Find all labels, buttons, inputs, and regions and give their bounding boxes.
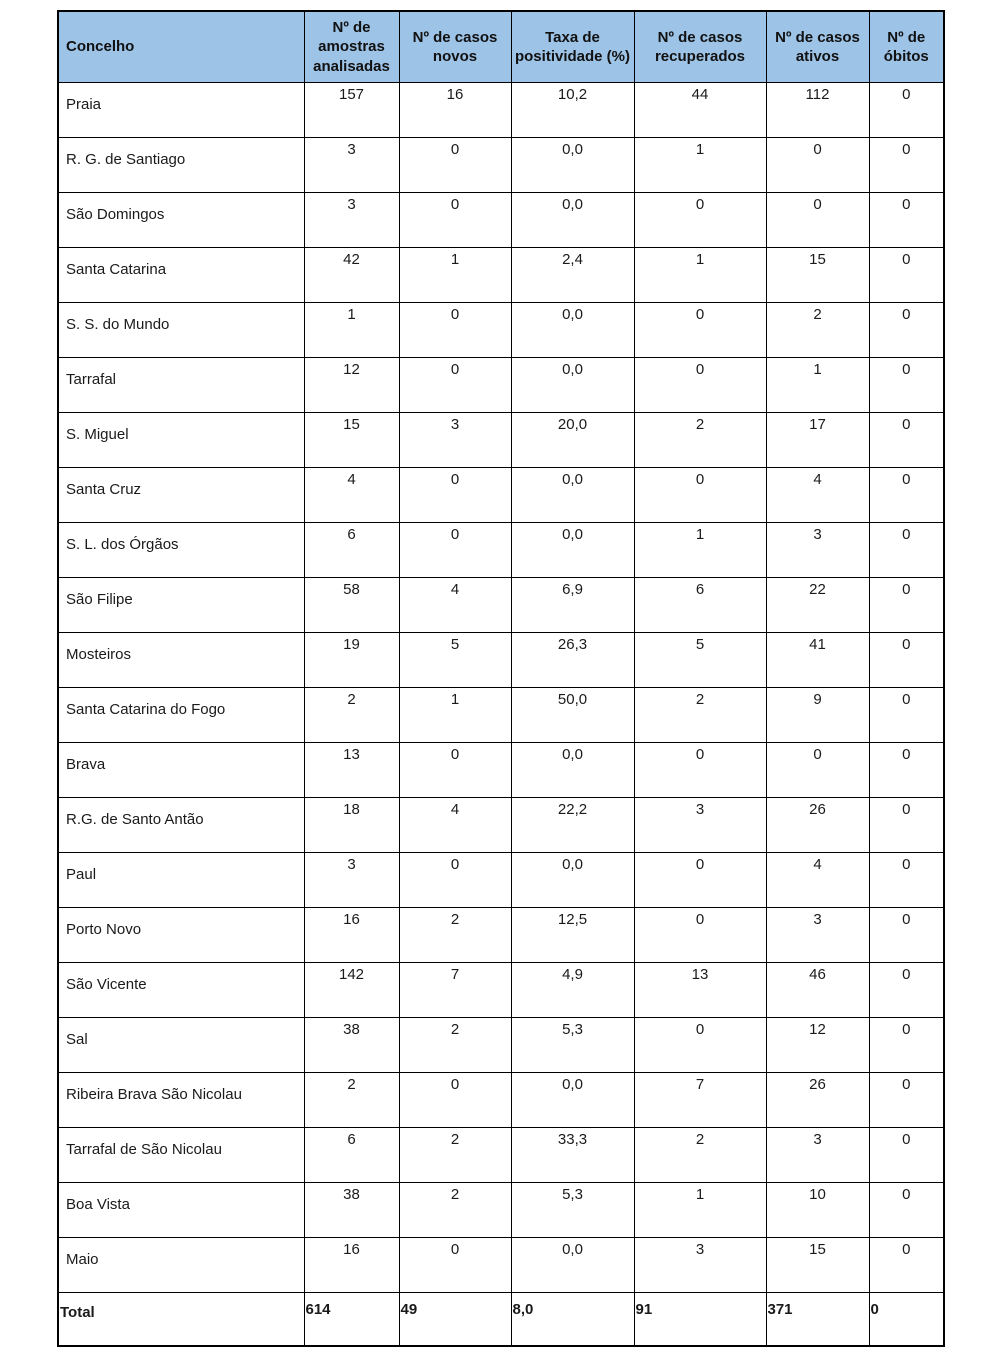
cell-concelho: Santa Cruz bbox=[58, 468, 304, 523]
cell-obitos: 0 bbox=[869, 1183, 944, 1238]
cell-recuperados: 0 bbox=[634, 1018, 766, 1073]
cell-amostras: 18 bbox=[304, 798, 399, 853]
table-row bbox=[58, 303, 944, 358]
cell-obitos: 0 bbox=[869, 193, 944, 248]
header-recuperados: Nº de casos recuperados bbox=[634, 11, 766, 83]
cell-ativos: 4 bbox=[766, 468, 869, 523]
cell-casos-novos: 0 bbox=[399, 193, 511, 248]
cell-taxa: 26,3 bbox=[511, 633, 634, 688]
cell-obitos: 0 bbox=[869, 908, 944, 963]
cell-recuperados: 2 bbox=[634, 688, 766, 743]
cell-taxa: 0,0 bbox=[511, 743, 634, 798]
cell-casos-novos: 1 bbox=[399, 688, 511, 743]
table-row bbox=[58, 963, 944, 1018]
cell-obitos: 0 bbox=[869, 523, 944, 578]
cell-obitos: 0 bbox=[869, 1128, 944, 1183]
cell-ativos: 12 bbox=[766, 1018, 869, 1073]
cell-taxa: 0,0 bbox=[511, 1073, 634, 1128]
cell-concelho: Santa Catarina do Fogo bbox=[58, 688, 304, 743]
cell-taxa: 0,0 bbox=[511, 193, 634, 248]
cell-obitos: 0 bbox=[869, 248, 944, 303]
cell-amostras: 3 bbox=[304, 138, 399, 193]
cell-taxa: 6,9 bbox=[511, 578, 634, 633]
cell-amostras: 19 bbox=[304, 633, 399, 688]
cell-taxa: 50,0 bbox=[511, 688, 634, 743]
cell-casos-novos: 0 bbox=[399, 1073, 511, 1128]
table-row bbox=[58, 1238, 944, 1293]
cell-taxa: 20,0 bbox=[511, 413, 634, 468]
cell-recuperados: 7 bbox=[634, 1073, 766, 1128]
cell-amostras: 3 bbox=[304, 193, 399, 248]
table-row bbox=[58, 743, 944, 798]
total-recuperados: 91 bbox=[634, 1293, 766, 1347]
cell-casos-novos: 4 bbox=[399, 798, 511, 853]
cell-ativos: 2 bbox=[766, 303, 869, 358]
cell-recuperados: 2 bbox=[634, 1128, 766, 1183]
table-row bbox=[58, 1073, 944, 1128]
cell-casos-novos: 0 bbox=[399, 303, 511, 358]
cell-recuperados: 1 bbox=[634, 138, 766, 193]
cell-casos-novos: 0 bbox=[399, 468, 511, 523]
cell-taxa: 0,0 bbox=[511, 853, 634, 908]
cell-amostras: 1 bbox=[304, 303, 399, 358]
cell-recuperados: 1 bbox=[634, 523, 766, 578]
cell-taxa: 0,0 bbox=[511, 468, 634, 523]
cell-casos-novos: 2 bbox=[399, 1128, 511, 1183]
cell-concelho: Santa Catarina bbox=[58, 248, 304, 303]
cell-obitos: 0 bbox=[869, 1073, 944, 1128]
cell-obitos: 0 bbox=[869, 138, 944, 193]
cell-ativos: 3 bbox=[766, 908, 869, 963]
cell-obitos: 0 bbox=[869, 468, 944, 523]
cell-recuperados: 1 bbox=[634, 1183, 766, 1238]
cell-ativos: 17 bbox=[766, 413, 869, 468]
concelhos-table-container bbox=[57, 10, 943, 1347]
cell-concelho: Brava bbox=[58, 743, 304, 798]
cell-amostras: 15 bbox=[304, 413, 399, 468]
cell-recuperados: 0 bbox=[634, 193, 766, 248]
table-row bbox=[58, 853, 944, 908]
cell-recuperados: 0 bbox=[634, 303, 766, 358]
cell-ativos: 46 bbox=[766, 963, 869, 1018]
cell-recuperados: 3 bbox=[634, 1238, 766, 1293]
cell-recuperados: 0 bbox=[634, 908, 766, 963]
cell-amostras: 12 bbox=[304, 358, 399, 413]
total-taxa: 8,0 bbox=[511, 1293, 634, 1347]
cell-obitos: 0 bbox=[869, 688, 944, 743]
cell-ativos: 22 bbox=[766, 578, 869, 633]
table-row bbox=[58, 578, 944, 633]
table-row bbox=[58, 523, 944, 578]
table-row bbox=[58, 138, 944, 193]
cell-taxa: 5,3 bbox=[511, 1018, 634, 1073]
table-row bbox=[58, 633, 944, 688]
cell-recuperados: 44 bbox=[634, 83, 766, 138]
table-row bbox=[58, 1018, 944, 1073]
cell-amostras: 142 bbox=[304, 963, 399, 1018]
cell-recuperados: 13 bbox=[634, 963, 766, 1018]
cell-ativos: 26 bbox=[766, 1073, 869, 1128]
cell-amostras: 16 bbox=[304, 1238, 399, 1293]
table-row bbox=[58, 358, 944, 413]
cell-concelho: Paul bbox=[58, 853, 304, 908]
header-row bbox=[58, 11, 944, 83]
header-ativos: Nº de casos ativos bbox=[766, 11, 869, 83]
table-row bbox=[58, 83, 944, 138]
cell-amostras: 42 bbox=[304, 248, 399, 303]
cell-obitos: 0 bbox=[869, 963, 944, 1018]
cell-ativos: 0 bbox=[766, 193, 869, 248]
cell-amostras: 58 bbox=[304, 578, 399, 633]
header-amostras: Nº de amostras analisadas bbox=[304, 11, 399, 83]
cell-casos-novos: 0 bbox=[399, 358, 511, 413]
cell-concelho: Tarrafal bbox=[58, 358, 304, 413]
cell-ativos: 9 bbox=[766, 688, 869, 743]
cell-casos-novos: 2 bbox=[399, 1183, 511, 1238]
cell-obitos: 0 bbox=[869, 303, 944, 358]
table-row bbox=[58, 798, 944, 853]
cell-concelho: Boa Vista bbox=[58, 1183, 304, 1238]
cell-taxa: 2,4 bbox=[511, 248, 634, 303]
cell-taxa: 22,2 bbox=[511, 798, 634, 853]
cell-obitos: 0 bbox=[869, 633, 944, 688]
cell-taxa: 10,2 bbox=[511, 83, 634, 138]
cell-amostras: 2 bbox=[304, 1073, 399, 1128]
cell-casos-novos: 2 bbox=[399, 1018, 511, 1073]
cell-obitos: 0 bbox=[869, 743, 944, 798]
cell-recuperados: 0 bbox=[634, 853, 766, 908]
cell-casos-novos: 0 bbox=[399, 138, 511, 193]
total-obitos: 0 bbox=[869, 1293, 944, 1347]
cell-casos-novos: 4 bbox=[399, 578, 511, 633]
cell-taxa: 33,3 bbox=[511, 1128, 634, 1183]
cell-obitos: 0 bbox=[869, 83, 944, 138]
cell-concelho: São Domingos bbox=[58, 193, 304, 248]
table-row bbox=[58, 688, 944, 743]
table-row bbox=[58, 413, 944, 468]
header-casos-novos: Nº de casos novos bbox=[399, 11, 511, 83]
cell-amostras: 2 bbox=[304, 688, 399, 743]
cell-casos-novos: 0 bbox=[399, 853, 511, 908]
cell-recuperados: 3 bbox=[634, 798, 766, 853]
total-amostras: 614 bbox=[304, 1293, 399, 1347]
cell-amostras: 4 bbox=[304, 468, 399, 523]
cell-ativos: 0 bbox=[766, 743, 869, 798]
cell-casos-novos: 0 bbox=[399, 1238, 511, 1293]
cell-ativos: 0 bbox=[766, 138, 869, 193]
cell-recuperados: 2 bbox=[634, 413, 766, 468]
cell-concelho: São Filipe bbox=[58, 578, 304, 633]
cell-recuperados: 5 bbox=[634, 633, 766, 688]
table-row bbox=[58, 908, 944, 963]
cell-casos-novos: 7 bbox=[399, 963, 511, 1018]
cell-concelho: Praia bbox=[58, 83, 304, 138]
cell-concelho: Ribeira Brava São Nicolau bbox=[58, 1073, 304, 1128]
cell-casos-novos: 5 bbox=[399, 633, 511, 688]
table-row bbox=[58, 1128, 944, 1183]
cell-concelho: Maio bbox=[58, 1238, 304, 1293]
concelhos-table bbox=[57, 10, 945, 1347]
total-ativos: 371 bbox=[766, 1293, 869, 1347]
cell-taxa: 0,0 bbox=[511, 523, 634, 578]
cell-ativos: 41 bbox=[766, 633, 869, 688]
cell-ativos: 112 bbox=[766, 83, 869, 138]
cell-taxa: 0,0 bbox=[511, 138, 634, 193]
cell-taxa: 0,0 bbox=[511, 303, 634, 358]
cell-concelho: São Vicente bbox=[58, 963, 304, 1018]
cell-amostras: 16 bbox=[304, 908, 399, 963]
cell-amostras: 38 bbox=[304, 1018, 399, 1073]
cell-concelho: Mosteiros bbox=[58, 633, 304, 688]
cell-concelho: S. Miguel bbox=[58, 413, 304, 468]
cell-amostras: 38 bbox=[304, 1183, 399, 1238]
cell-taxa: 0,0 bbox=[511, 358, 634, 413]
cell-concelho: Porto Novo bbox=[58, 908, 304, 963]
cell-recuperados: 0 bbox=[634, 743, 766, 798]
cell-casos-novos: 16 bbox=[399, 83, 511, 138]
header-concelho: Concelho bbox=[58, 11, 304, 83]
cell-taxa: 12,5 bbox=[511, 908, 634, 963]
cell-obitos: 0 bbox=[869, 578, 944, 633]
table-row bbox=[58, 468, 944, 523]
cell-casos-novos: 1 bbox=[399, 248, 511, 303]
cell-casos-novos: 2 bbox=[399, 908, 511, 963]
cell-amostras: 157 bbox=[304, 83, 399, 138]
cell-obitos: 0 bbox=[869, 853, 944, 908]
cell-amostras: 3 bbox=[304, 853, 399, 908]
total-row bbox=[58, 1293, 944, 1347]
cell-concelho: R.G. de Santo Antão bbox=[58, 798, 304, 853]
table-row bbox=[58, 248, 944, 303]
cell-taxa: 4,9 bbox=[511, 963, 634, 1018]
cell-amostras: 6 bbox=[304, 1128, 399, 1183]
cell-ativos: 4 bbox=[766, 853, 869, 908]
cell-obitos: 0 bbox=[869, 358, 944, 413]
header-obitos: Nº de óbitos bbox=[869, 11, 944, 83]
cell-recuperados: 6 bbox=[634, 578, 766, 633]
cell-obitos: 0 bbox=[869, 798, 944, 853]
cell-recuperados: 1 bbox=[634, 248, 766, 303]
cell-ativos: 1 bbox=[766, 358, 869, 413]
cell-ativos: 26 bbox=[766, 798, 869, 853]
table-body bbox=[58, 83, 944, 1293]
total-label: Total bbox=[58, 1293, 304, 1347]
cell-casos-novos: 0 bbox=[399, 523, 511, 578]
cell-ativos: 3 bbox=[766, 1128, 869, 1183]
cell-amostras: 6 bbox=[304, 523, 399, 578]
cell-obitos: 0 bbox=[869, 413, 944, 468]
cell-ativos: 3 bbox=[766, 523, 869, 578]
cell-concelho: Sal bbox=[58, 1018, 304, 1073]
cell-concelho: S. L. dos Órgãos bbox=[58, 523, 304, 578]
header-taxa-positividade: Taxa de positividade (%) bbox=[511, 11, 634, 83]
total-casos-novos: 49 bbox=[399, 1293, 511, 1347]
cell-recuperados: 0 bbox=[634, 358, 766, 413]
cell-obitos: 0 bbox=[869, 1018, 944, 1073]
cell-ativos: 15 bbox=[766, 248, 869, 303]
cell-taxa: 0,0 bbox=[511, 1238, 634, 1293]
cell-amostras: 13 bbox=[304, 743, 399, 798]
table-row bbox=[58, 1183, 944, 1238]
cell-casos-novos: 0 bbox=[399, 743, 511, 798]
cell-concelho: R. G. de Santiago bbox=[58, 138, 304, 193]
cell-casos-novos: 3 bbox=[399, 413, 511, 468]
cell-concelho: S. S. do Mundo bbox=[58, 303, 304, 358]
cell-taxa: 5,3 bbox=[511, 1183, 634, 1238]
cell-obitos: 0 bbox=[869, 1238, 944, 1293]
table-row bbox=[58, 193, 944, 248]
cell-concelho: Tarrafal de São Nicolau bbox=[58, 1128, 304, 1183]
cell-ativos: 15 bbox=[766, 1238, 869, 1293]
cell-recuperados: 0 bbox=[634, 468, 766, 523]
cell-ativos: 10 bbox=[766, 1183, 869, 1238]
